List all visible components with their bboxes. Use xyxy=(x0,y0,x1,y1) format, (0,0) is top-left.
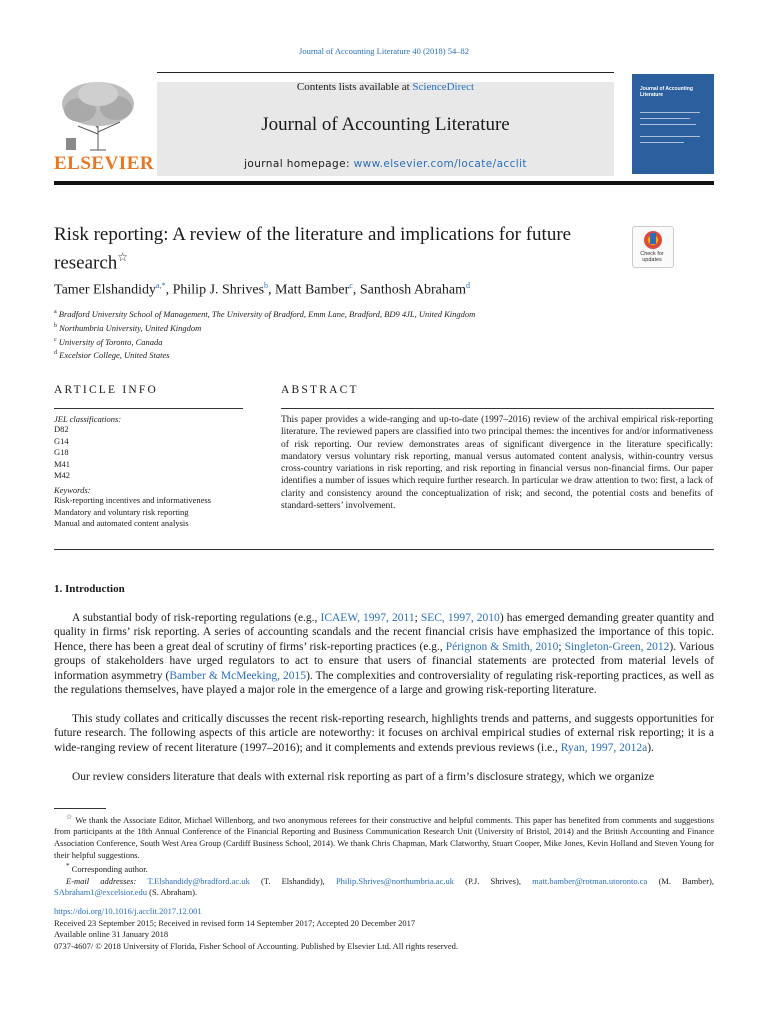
author-separator: , xyxy=(165,282,173,298)
affiliation-list xyxy=(54,306,714,361)
paragraph-text: ; xyxy=(558,640,565,653)
author-separator: , xyxy=(352,282,360,298)
citation-link[interactable]: Ryan, 1997, 2012a xyxy=(560,741,648,754)
check-for-updates-label: Check for updates xyxy=(640,251,664,263)
email-owner: (T. Elshandidy), xyxy=(249,875,336,886)
contents-prefix: Contents lists available at xyxy=(296,81,413,93)
introduction-heading: 1. Introduction xyxy=(54,583,125,595)
author-name[interactable]: Matt Bamber xyxy=(275,282,350,298)
cover-decor-line xyxy=(640,142,684,143)
cover-title: Journal of Accounting Literature xyxy=(640,86,693,98)
header-top-rule xyxy=(157,72,614,73)
email-owner: (S. Abraham). xyxy=(147,887,198,898)
author-affiliation-mark[interactable]: a,* xyxy=(156,281,166,290)
abstract-heading: ABSTRACT xyxy=(281,384,359,396)
acknowledgement-mark: ☆ xyxy=(66,813,73,821)
intro-paragraph-2 xyxy=(54,712,714,755)
paragraph-text: ; xyxy=(414,612,421,624)
author-name[interactable]: Santhosh Abraham xyxy=(359,282,466,298)
author-affiliation-mark[interactable]: c xyxy=(349,281,353,290)
keyword: Risk-reporting incentives and informativeness xyxy=(54,494,211,505)
acknowledgement-text: We thank the Associate Editor, Michael Willenborg, and two anonymous referees for their constructive and helpful comments. This paper has benefited from comments and suggestions from participants at the 18th Annual Conference of the Financial Reporting and Business Communication Research Unit (University of Bristol, 2014) and the British Accounting and Finance Association Conference, South West Area Group (Cardiff Business School, 2014). We thank Chris Chapman, Mark Clatworthy, Stuart Cooper, Mike Jones, Kevin Holland and Steven Young for their helpful suggestions. xyxy=(54,814,714,860)
citation-link[interactable]: SEC, 1997, 2010 xyxy=(420,612,500,624)
paragraph-text: ). The complexities and controversiality of regulating risk-reporting practices, as well as the regulations themselves, have played a major role in the emergence of a large and growing risk-reporting literature. xyxy=(54,669,714,697)
affiliation-text: University of Toronto, Canada xyxy=(56,336,163,347)
affiliation-text: Excelsior College, United States xyxy=(57,350,170,361)
jel-code: M41 xyxy=(54,458,71,469)
intro-paragraph-1 xyxy=(54,611,714,697)
cover-decor-line xyxy=(640,118,690,119)
keyword: Mandatory and voluntary risk reporting xyxy=(54,506,189,517)
footnotes xyxy=(54,812,714,899)
elsevier-wordmark: ELSEVIER xyxy=(54,153,155,174)
contents-line xyxy=(157,81,614,93)
corresponding-text: Corresponding author. xyxy=(71,864,148,875)
article-title xyxy=(54,223,614,274)
article-info-rule xyxy=(54,408,243,409)
jel-list xyxy=(54,424,254,482)
homepage-prefix: journal homepage: xyxy=(244,158,354,170)
affiliation-text: Bradford University School of Management, The University of Bradford, Emm Lane, Bradford, BD9 4JL, United Kingdom xyxy=(56,308,476,319)
author-list xyxy=(54,281,714,299)
email-owner: (M. Bamber), xyxy=(647,875,714,886)
email-link[interactable]: SAbraham1@excelsior.edu xyxy=(54,887,148,898)
sciencedirect-link[interactable]: ScienceDirect xyxy=(412,81,475,93)
article-metadata xyxy=(54,906,714,952)
article-title-text: Risk reporting: A review of the literature and implications for future research xyxy=(54,224,572,274)
journal-reference[interactable]: Journal of Accounting Literature 40 (2018) 54–82 xyxy=(299,46,469,56)
jel-label: JEL classifications: xyxy=(54,414,122,424)
citation-link[interactable]: Singleton-Green, 2012 xyxy=(564,640,670,653)
jel-code: M42 xyxy=(54,470,71,481)
citation-link[interactable]: Pérignon & Smith, 2010 xyxy=(445,640,559,653)
cover-decor-line xyxy=(640,124,696,125)
email-addresses xyxy=(54,876,714,899)
affiliation-mark: b xyxy=(54,322,57,329)
email-link[interactable]: Philip.Shrives@northumbria.ac.uk xyxy=(335,875,455,886)
article-info-block xyxy=(54,414,254,530)
jel-code: G18 xyxy=(54,447,69,458)
affiliation xyxy=(54,306,714,320)
email-owner: (P.J. Shrives), xyxy=(454,875,533,886)
affiliation xyxy=(54,347,714,361)
received-dates: Received 23 September 2015; Received in revised form 14 September 2017; Accepted 20 December 2017 xyxy=(54,917,416,928)
keywords-label: Keywords: xyxy=(54,484,91,495)
affiliation-mark: d xyxy=(54,350,57,357)
acknowledgement-footnote xyxy=(54,812,714,861)
affiliation xyxy=(54,334,714,348)
copyright-notice: 0737-4607/ © 2018 University of Florida, Fisher School of Accounting. Published by Elsevier Ltd. All rights reserved. xyxy=(54,940,459,951)
paragraph-text: ). Various groups of stakeholders have urged regulators to act to ensure that users of financial statements are protected from material levels of information asymmetry ( xyxy=(54,640,714,682)
author-name[interactable]: Tamer Elshandidy xyxy=(54,282,157,298)
jel-code: G14 xyxy=(54,435,69,446)
corresponding-mark: * xyxy=(66,862,70,871)
citation-link[interactable]: Bamber & McMeeking, 2015 xyxy=(169,669,307,682)
affiliation-text: Northumbria University, United Kingdom xyxy=(57,322,202,333)
author-affiliation-mark[interactable]: d xyxy=(466,281,470,290)
doi-link[interactable]: https://doi.org/10.1016/j.acclit.2017.12.001 xyxy=(54,906,202,916)
homepage-link[interactable]: www.elsevier.com/locate/acclit xyxy=(353,158,527,170)
author-name[interactable]: Philip J. Shrives xyxy=(172,282,265,298)
abstract-text: This paper provides a wide-ranging and up-to-date (1997–2016) review of the archival empirical risk-reporting literature. The reviewed papers are classified into two principal themes: the incentives for and/or informativeness of risk reporting. Our review demonstrates areas of significant divergence in the literature specifically: mandatory versus voluntary risk reporting, manual versus automated content analysis, within-country versus cross-country variations in risk reporting, and risk reporting in financial versus non-financial firms. Our paper identifies a number of issues which require further research. In particular we draw attention to two: first, a lack of clarity and consistency around the conceptualization of risk; and second, the potential costs and benefits of standard-setters’ involvement. xyxy=(281,415,713,512)
article-info-heading: ARTICLE INFO xyxy=(54,384,158,396)
paragraph-text: ). xyxy=(647,741,654,754)
affiliation-mark: c xyxy=(54,336,57,343)
header-thick-rule xyxy=(54,181,714,185)
corresponding-author-note xyxy=(54,861,714,875)
journal-title: Journal of Accounting Literature xyxy=(261,114,510,135)
abstract-rule xyxy=(281,408,714,409)
affiliation-mark: a xyxy=(54,309,57,315)
keyword-list xyxy=(54,495,254,530)
journal-homepage xyxy=(157,158,614,170)
online-date: Available online 31 January 2018 xyxy=(54,929,169,940)
intro-paragraph-3: Our review considers literature that deals with external risk reporting as part of a firm’s disclosure strategy, which we organize xyxy=(72,771,655,783)
keyword: Manual and automated content analysis xyxy=(54,518,189,529)
author-affiliation-mark[interactable]: b xyxy=(264,281,269,290)
paragraph-text: This study collates and critically discusses the recent risk-reporting research, highlights trends and patterns, and suggests opportunities for future research. The following aspects of this article are noteworthy: it focuses on archival empirical studies of external risk reporting; it is a wide-ranging review of recent literature (1997–2016); and it complements and extends previous reviews (i.e., xyxy=(54,713,714,754)
cover-decor-line xyxy=(640,136,700,137)
section-divider xyxy=(54,549,714,550)
email-label: E-mail addresses: xyxy=(66,875,148,886)
affiliation xyxy=(54,320,714,334)
paragraph-text: A substantial body of risk-reporting regulations (e.g., xyxy=(72,612,321,624)
title-footnote-mark[interactable]: ☆ xyxy=(117,250,129,264)
footnote-rule xyxy=(54,808,106,809)
paragraph-text: ) has emerged demanding greater quantity and quality in firms’ risk reporting. A series of accounting scandals and the recent financial crisis have emphasized the importance of this topic. Hence, there has been a great deal of scrutiny of firms’ risk-reporting practices (e.g., xyxy=(54,612,715,653)
email-link[interactable]: matt.bamber@rotman.utoronto.ca xyxy=(532,875,648,886)
email-link[interactable]: T.Elshandidy@bradford.ac.uk xyxy=(147,875,250,886)
jel-code: D82 xyxy=(54,424,69,434)
citation-link[interactable]: ICAEW, 1997, 2011 xyxy=(320,612,415,624)
check-for-updates-icon xyxy=(633,227,673,253)
author-separator: , xyxy=(268,282,276,298)
cover-decor-line xyxy=(640,112,700,113)
